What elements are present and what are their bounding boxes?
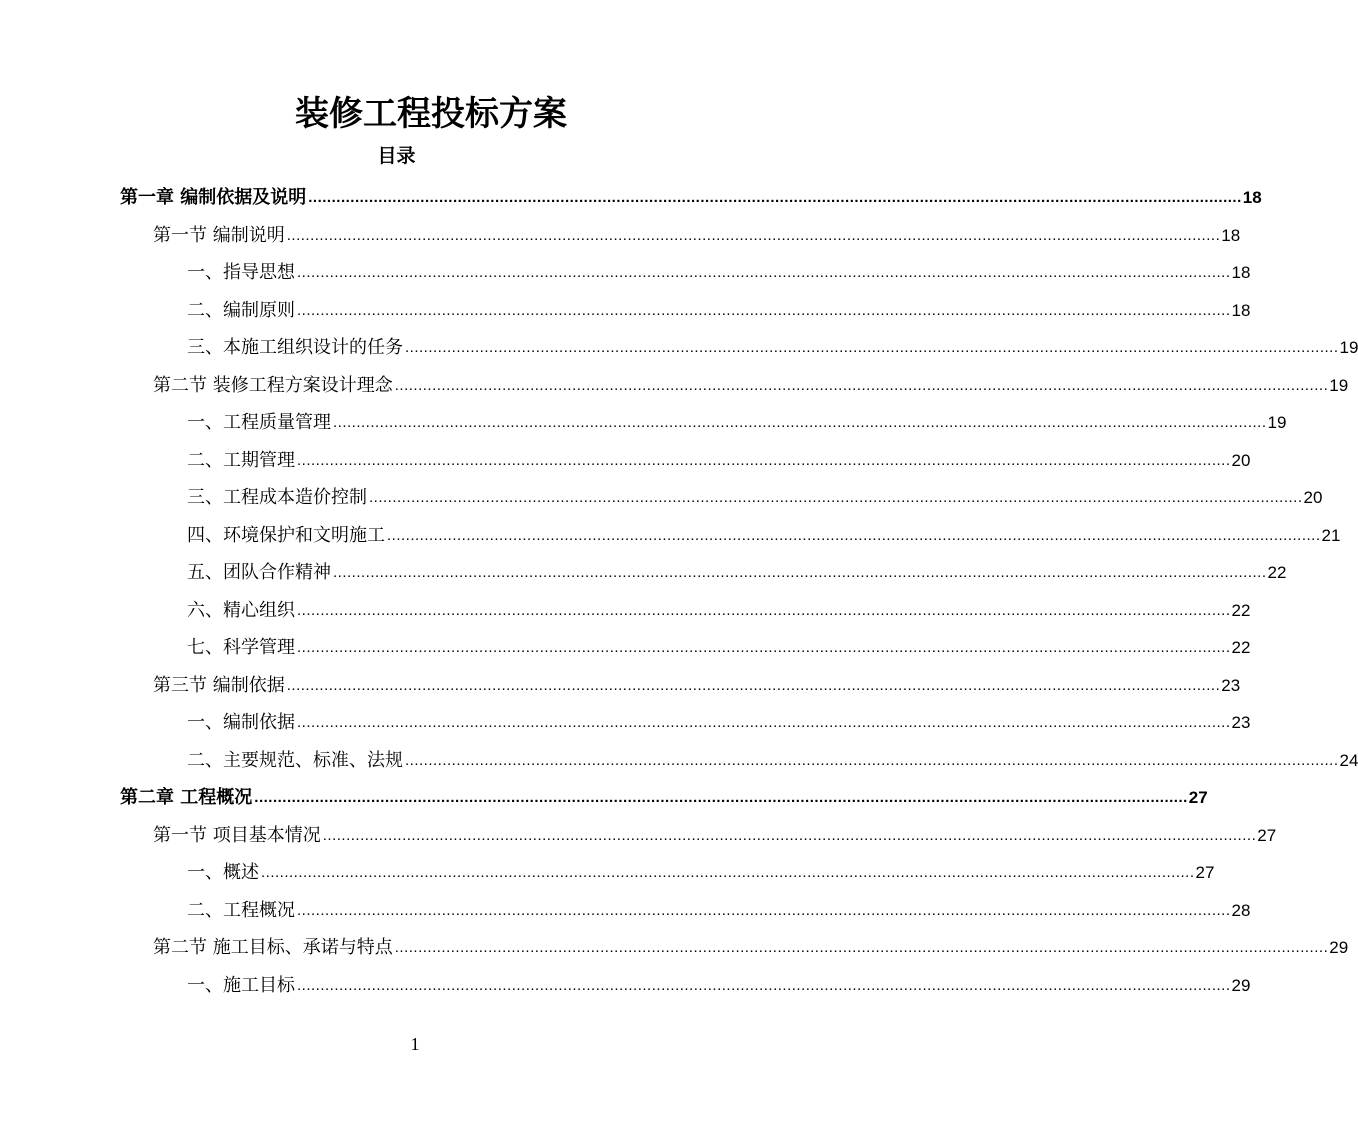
toc-entry-title: 第二节 施工目标、承诺与特点: [153, 937, 393, 958]
toc-dot-leader: ........................................................................................................................................................................................................: [297, 901, 1231, 919]
toc-dot-leader: ........................................................................................................................................................................................................: [308, 189, 1242, 206]
toc-entry-page: 19: [1339, 338, 1358, 357]
toc-dot-leader: ........................................................................................................................................................................................................: [297, 714, 1231, 731]
toc-entry[interactable]: [153, 818, 1277, 848]
toc-entry-page: 23: [1221, 675, 1241, 695]
toc-heading: 目录: [377, 145, 416, 167]
toc-entry-title: 三、本施工组织设计的任务: [187, 337, 403, 358]
toc-entry-title: 三、工程成本造价控制: [187, 487, 367, 508]
toc-entry-title: 第一节 编制说明: [153, 224, 285, 246]
toc-entry-title: 五、团队合作精神: [187, 562, 331, 583]
toc-entry[interactable]: [187, 968, 1251, 998]
toc-dot-leader: ........................................................................................................................................................................................................: [333, 414, 1267, 431]
toc-entry[interactable]: [120, 180, 1262, 210]
toc-entry[interactable]: [187, 255, 1251, 285]
toc-dot-leader: ........................................................................................................................................................................................................: [297, 976, 1231, 994]
toc-dot-leader: ........................................................................................................................................................................................................: [297, 451, 1231, 469]
toc-dot-leader: ........................................................................................................................................................................................................: [297, 264, 1231, 281]
toc-entry-title: 六、精心组织: [187, 599, 295, 621]
toc-entry-page: 27: [1257, 825, 1277, 845]
toc-entry[interactable]: [120, 780, 1208, 810]
toc-entry-title: 一、指导思想: [187, 262, 295, 283]
toc-entry-title: 四、环境保护和文明施工: [187, 524, 385, 546]
toc-entry[interactable]: [187, 893, 1251, 923]
toc-entry-title: 二、工期管理: [187, 449, 295, 471]
toc-dot-leader: ........................................................................................................................................................................................................: [369, 489, 1303, 506]
toc-entry-page: 18: [1242, 188, 1262, 207]
toc-entry-page: 20: [1303, 488, 1323, 507]
toc-entry-page: 27: [1195, 863, 1215, 882]
toc-dot-leader: ........................................................................................................................................................................................................: [405, 751, 1339, 769]
toc-entry[interactable]: [153, 668, 1241, 698]
toc-entry-page: 21: [1321, 525, 1341, 545]
toc-entry[interactable]: [187, 630, 1251, 660]
toc-entry-page: 18: [1231, 263, 1251, 282]
toc-entry[interactable]: [153, 930, 1349, 960]
toc-entry[interactable]: [187, 480, 1323, 510]
toc-entry-title: 一、工程质量管理: [187, 412, 331, 433]
toc-entry[interactable]: [187, 405, 1287, 435]
toc-dot-leader: ........................................................................................................................................................................................................: [286, 676, 1221, 694]
toc-dot-leader: ........................................................................................................................................................................................................: [254, 789, 1188, 806]
toc-dot-leader: ........................................................................................................................................................................................................: [394, 376, 1329, 394]
toc-entry-page: 27: [1188, 788, 1208, 807]
toc-entry[interactable]: [187, 743, 1358, 773]
toc-entry-title: 第二节 装修工程方案设计理念: [153, 374, 393, 396]
toc-entry-title: 第三节 编制依据: [153, 674, 285, 696]
toc-entry-title: 第一节 项目基本情况: [153, 824, 321, 846]
toc-dot-leader: ........................................................................................................................................................................................................: [387, 526, 1321, 544]
toc-entry-page: 18: [1221, 225, 1241, 245]
toc-entry[interactable]: [187, 330, 1358, 360]
toc-entry-title: 一、施工目标: [187, 974, 295, 996]
toc-entry-page: 19: [1267, 413, 1287, 432]
toc-entry-page: 22: [1231, 638, 1251, 657]
toc-entry-page: 22: [1231, 600, 1251, 620]
toc-entry-page: 19: [1329, 375, 1349, 395]
toc-entry-title: 二、编制原则: [187, 299, 295, 321]
toc-entry-page: 22: [1267, 563, 1287, 582]
toc-entry-page: 18: [1231, 300, 1251, 320]
toc-entry-title: 一、概述: [187, 862, 259, 883]
toc-entry-title: 第一章 编制依据及说明: [120, 187, 307, 208]
toc-entry[interactable]: [187, 443, 1251, 473]
toc-entry-page: 24: [1339, 750, 1358, 770]
toc-entry-page: 20: [1231, 450, 1251, 470]
toc-dot-leader: ........................................................................................................................................................................................................: [394, 939, 1329, 956]
toc-entry-title: 七、科学管理: [187, 637, 295, 658]
toc-dot-leader: ........................................................................................................................................................................................................: [297, 639, 1231, 656]
toc-entry[interactable]: [187, 555, 1287, 585]
toc-dot-leader: ........................................................................................................................................................................................................: [405, 339, 1339, 356]
toc-entry[interactable]: [187, 855, 1215, 885]
toc-entry-page: 29: [1231, 975, 1251, 995]
toc-entry-title: 第二章 工程概况: [120, 787, 253, 808]
toc-dot-leader: ........................................................................................................................................................................................................: [297, 301, 1231, 319]
toc-dot-leader: ........................................................................................................................................................................................................: [322, 826, 1257, 844]
toc-entry-title: 二、主要规范、标准、法规: [187, 749, 403, 771]
toc-entry[interactable]: [187, 593, 1251, 623]
toc-dot-leader: ........................................................................................................................................................................................................: [261, 864, 1195, 881]
toc-dot-leader: ........................................................................................................................................................................................................: [286, 226, 1221, 244]
toc-dot-leader: ........................................................................................................................................................................................................: [297, 601, 1231, 619]
toc-entry-page: 29: [1329, 938, 1349, 957]
document-title: 装修工程投标方案: [295, 94, 567, 134]
toc-entry[interactable]: [153, 368, 1349, 398]
toc-entry-title: 一、编制依据: [187, 712, 295, 733]
toc-entry[interactable]: [187, 293, 1251, 323]
toc-entry-title: 二、工程概况: [187, 899, 295, 921]
toc-entry[interactable]: [187, 518, 1341, 548]
toc-entry-page: 28: [1231, 900, 1251, 920]
toc-entry[interactable]: [187, 705, 1251, 735]
toc-entry[interactable]: [153, 218, 1241, 248]
toc-entry-page: 23: [1231, 713, 1251, 732]
page-number: 1: [410, 1034, 420, 1054]
toc-dot-leader: ........................................................................................................................................................................................................: [333, 564, 1267, 581]
